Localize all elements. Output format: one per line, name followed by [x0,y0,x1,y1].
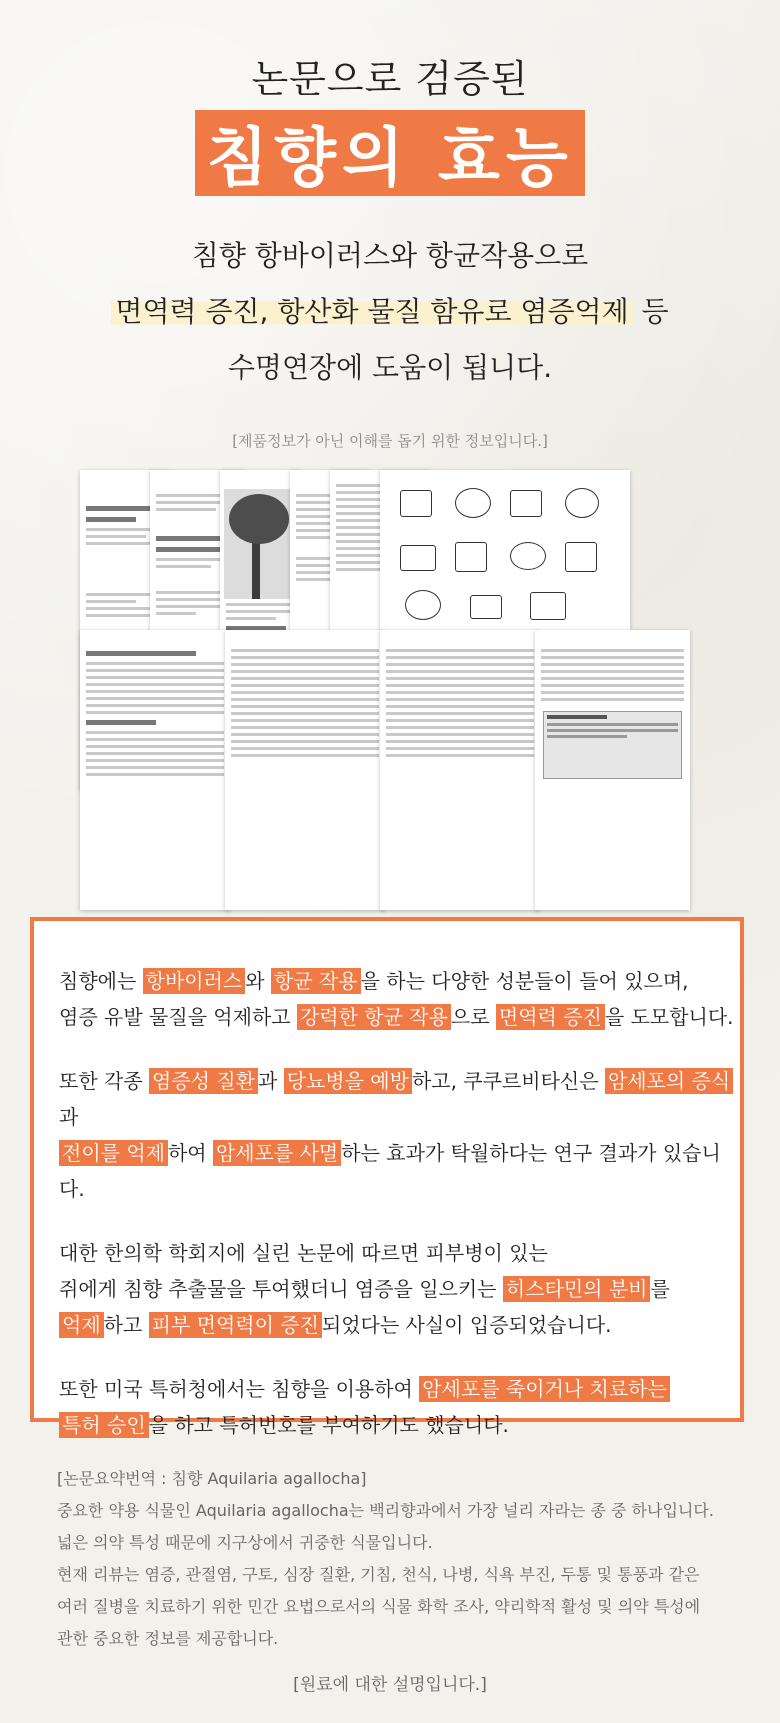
highlighted-phrase: 항균 작용 [271,968,361,994]
paper-summary [57,1463,737,1655]
paragraph-text: 또한 각종 [59,1069,149,1093]
paper-page-citation [535,630,690,910]
paragraph-text: 염증 유발 물질을 억제하고 [59,1005,297,1029]
paragraph-text: 와 [245,969,271,993]
paragraph-text: 를 [650,1277,670,1301]
paper-page [225,630,385,910]
paragraph-text: 을 하는 다양한 성분들이 들어 있으며, [360,969,689,993]
intro-text [0,228,780,396]
paragraph-text: 과 [59,1105,79,1129]
intro-line-3: 수명연장에 도움이 됩니다. [227,351,553,384]
paragraph-text: 대한 한의학 학회지에 실린 논문에 따르면 피부병이 있는 [59,1241,548,1265]
paragraph-text: 하는 효과가 탁월하다는 연구 결과가 있습니다. [59,1141,721,1201]
intro-line-2 [0,284,780,340]
highlighted-phrase: 전이를 억제 [59,1140,168,1166]
efficacy-text-box [30,917,744,1437]
summary-line: 현재 리뷰는 염증, 관절염, 구토, 심장 질환, 기침, 천식, 나병, 식욕 부진, 두통 및 통풍과 같은 [57,1565,700,1584]
highlighted-phrase: 항바이러스 [143,968,246,994]
summary-line: 관한 중요한 정보를 제공합니다. [57,1629,279,1648]
highlighted-phrase: 암세포를 사멸 [213,1140,341,1166]
paragraph-2 [59,1063,740,1207]
paper-page [380,630,540,910]
summary-heading: [논문요약번역 : 침향 Aquilaria agallocha] [57,1469,367,1488]
research-papers-image [80,470,690,915]
paragraph-text: 하고, 쿠쿠르비타신은 [411,1069,605,1093]
highlighted-phrase: 암세포의 증식 [605,1068,733,1094]
paragraph-text: 을 도모합니다. [604,1005,734,1029]
highlighted-phrase: 면역력 증진 [496,1004,605,1030]
highlighted-phrase: 피부 면역력이 증진 [149,1312,322,1338]
summary-line: 중요한 약용 식물인 Aquilaria agallocha는 백리향과에서 가장 널리 자라는 종 중 하나입니다. [57,1501,714,1520]
paper-page-molecules [380,470,630,635]
hero-title-banner [195,110,585,196]
paper-page [80,630,230,910]
summary-line: 여러 질병을 치료하기 위한 민간 요법으로서의 식물 화학 조사, 약리학적 활성 및 의약 특성에 [57,1597,701,1616]
paragraph-4 [59,1371,740,1443]
summary-line: 넓은 의약 특성 때문에 지구상에서 귀중한 식물입니다. [57,1533,433,1552]
paragraph-text: 과 [257,1069,284,1093]
paragraph-text: 되었다는 사실이 입증되었습니다. [321,1313,612,1337]
highlighted-phrase: 억제 [59,1312,104,1338]
paragraph-text: 을 하고 특허번호를 부여하기도 했습니다. [148,1413,509,1437]
intro-line-1: 침향 항바이러스와 항균작용으로 [191,239,589,272]
intro-highlight: 면역력 증진, 항산화 물질 함유로 염증억제 [111,295,632,328]
highlighted-phrase: 강력한 항균 작용 [297,1004,451,1030]
highlighted-phrase: 히스타민의 분비 [503,1276,651,1302]
paragraph-text: 쥐에게 침향 추출물을 투여했더니 염증을 일으키는 [59,1277,503,1301]
highlighted-phrase: 특허 승인 [59,1412,149,1438]
hero-title: 침향의 효능 [206,122,574,196]
paragraph-1 [59,963,740,1035]
paragraph-text: 침향에는 [59,969,143,993]
paragraph-text: 하고 [103,1313,149,1337]
highlighted-phrase: 암세포를 죽이거나 치료하는 [419,1376,670,1402]
section-subtitle: 논문으로 검증된 [251,57,529,101]
highlighted-phrase: 염증성 질환 [149,1068,258,1094]
highlighted-phrase: 당뇨병을 예방 [284,1068,412,1094]
disclaimer-bottom: [원료에 대한 설명입니다.] [293,1675,487,1695]
intro-line-2-rest: 등 [632,295,669,328]
paragraph-text: 하여 [167,1141,213,1165]
paragraph-3 [59,1235,740,1343]
disclaimer-top: [제품정보가 아닌 이해를 돕기 위한 정보입니다.] [232,432,548,450]
paragraph-text: 으로 [450,1005,496,1029]
paragraph-text: 또한 미국 특허청에서는 침향을 이용하여 [59,1377,420,1401]
